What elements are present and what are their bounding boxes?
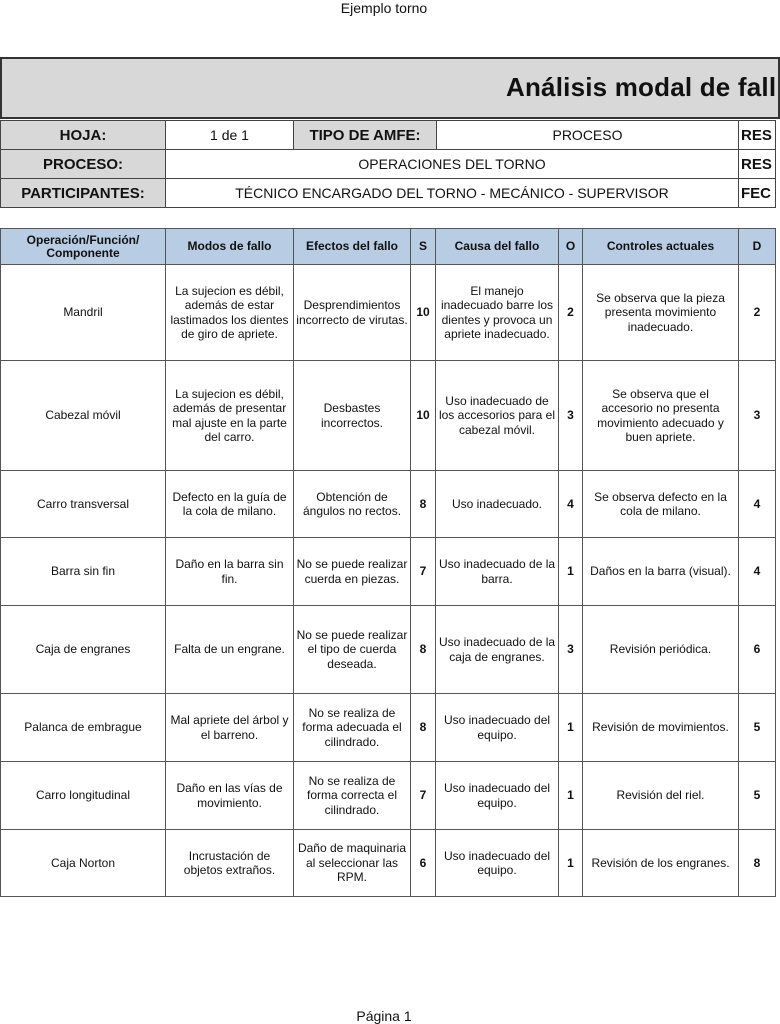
cell-controles: Se observa defecto en la cola de milano. <box>583 471 739 538</box>
cell-severidad: 10 <box>411 265 436 361</box>
header-severidad: S <box>411 229 436 265</box>
tipo-amfe-value: PROCESO <box>437 121 739 150</box>
cell-modo-fallo: Defecto en la guía de la cola de milano. <box>166 471 294 538</box>
header-deteccion: D <box>739 229 776 265</box>
header-causa: Causa del fallo <box>436 229 559 265</box>
cell-efecto: No se realiza de forma correcta el cilindrado. <box>294 762 411 830</box>
cell-ocurrencia: 1 <box>559 694 583 762</box>
table-row <box>1 538 776 606</box>
header-ocurrencia: O <box>559 229 583 265</box>
cell-ocurrencia: 1 <box>559 762 583 830</box>
cell-deteccion: 2 <box>739 265 776 361</box>
document-title: Análisis modal de fall <box>506 72 777 102</box>
cell-ocurrencia: 1 <box>559 538 583 606</box>
cell-componente: Caja Norton <box>1 830 166 897</box>
table-row <box>1 471 776 538</box>
cell-modo-fallo: Daño en las vías de movimiento. <box>166 762 294 830</box>
cell-componente: Cabezal móvil <box>1 361 166 471</box>
header-info-table <box>0 120 776 208</box>
cell-causa: Uso inadecuado de los accesorios para el cabezal móvil. <box>436 361 559 471</box>
tipo-amfe-label: TIPO DE AMFE: <box>294 121 437 150</box>
table-row <box>1 694 776 762</box>
proceso-label: PROCESO: <box>1 150 166 179</box>
cell-deteccion: 5 <box>739 694 776 762</box>
cell-efecto: No se puede realizar el tipo de cuerda deseada. <box>294 606 411 694</box>
cell-causa: Uso inadecuado del equipo. <box>436 830 559 897</box>
cell-causa: Uso inadecuado. <box>436 471 559 538</box>
participantes-value: TÉCNICO ENCARGADO DEL TORNO - MECÁNICO - SUPERVISOR <box>166 179 739 208</box>
cell-modo-fallo: La sujecion es débil, además de presentar mal ajuste en la parte del carro. <box>166 361 294 471</box>
table-row <box>1 361 776 471</box>
cell-severidad: 8 <box>411 694 436 762</box>
cell-controles: Revisión de los engranes. <box>583 830 739 897</box>
cell-severidad: 10 <box>411 361 436 471</box>
cell-severidad: 8 <box>411 471 436 538</box>
fecha-label-cut: FEC <box>739 179 776 208</box>
hoja-label: HOJA: <box>1 121 166 150</box>
table-header-row <box>1 229 776 265</box>
page-footer: Página 1 <box>356 1008 412 1024</box>
cell-controles: Revisión de movimientos. <box>583 694 739 762</box>
amfe-table <box>0 228 776 897</box>
participantes-label: PARTICIPANTES: <box>1 179 166 208</box>
cell-ocurrencia: 3 <box>559 606 583 694</box>
cell-severidad: 6 <box>411 830 436 897</box>
cell-modo-fallo: Mal apriete del árbol y el barreno. <box>166 694 294 762</box>
cell-ocurrencia: 3 <box>559 361 583 471</box>
cell-efecto: No se realiza de forma adecuada el cilindrado. <box>294 694 411 762</box>
responsable-label-cut: RES <box>739 121 776 150</box>
cell-deteccion: 4 <box>739 538 776 606</box>
cell-causa: Uso inadecuado del equipo. <box>436 694 559 762</box>
hoja-value: 1 de 1 <box>166 121 294 150</box>
cell-componente: Mandril <box>1 265 166 361</box>
cell-efecto: Daño de maquinaria al seleccionar las RPM. <box>294 830 411 897</box>
header-efectos: Efectos del fallo <box>294 229 411 265</box>
cell-deteccion: 5 <box>739 762 776 830</box>
cell-ocurrencia: 4 <box>559 471 583 538</box>
cell-modo-fallo: Falta de un engrane. <box>166 606 294 694</box>
participantes-row <box>1 179 776 208</box>
cell-modo-fallo: La sujecion es débil, además de estar lastimados los dientes de giro de apriete. <box>166 265 294 361</box>
cell-controles: Revisión periódica. <box>583 606 739 694</box>
cell-modo-fallo: Daño en la barra sin fin. <box>166 538 294 606</box>
table-row <box>1 606 776 694</box>
responsable-label-cut-2: RES <box>739 150 776 179</box>
cell-severidad: 8 <box>411 606 436 694</box>
table-row <box>1 762 776 830</box>
cell-causa: Uso inadecuado de la caja de engranes. <box>436 606 559 694</box>
cell-controles: Revisión del riel. <box>583 762 739 830</box>
cell-severidad: 7 <box>411 762 436 830</box>
cell-efecto: Desbastes incorrectos. <box>294 361 411 471</box>
proceso-row <box>1 150 776 179</box>
cell-controles: Se observa que la pieza presenta movimiento inadecuado. <box>583 265 739 361</box>
header-controles: Controles actuales <box>583 229 739 265</box>
cell-deteccion: 4 <box>739 471 776 538</box>
cell-efecto: Desprendimientos incorrecto de virutas. <box>294 265 411 361</box>
cell-ocurrencia: 2 <box>559 265 583 361</box>
table-row <box>1 265 776 361</box>
table-row <box>1 830 776 897</box>
cell-deteccion: 6 <box>739 606 776 694</box>
cell-componente: Carro transversal <box>1 471 166 538</box>
cell-componente: Caja de engranes <box>1 606 166 694</box>
page-header: Ejemplo torno <box>340 0 428 16</box>
cell-modo-fallo: Incrustación de objetos extraños. <box>166 830 294 897</box>
cell-deteccion: 8 <box>739 830 776 897</box>
header-operacion: Operación/Función/ Componente <box>1 229 166 265</box>
cell-componente: Carro longitudinal <box>1 762 166 830</box>
cell-causa: Uso inadecuado del equipo. <box>436 762 559 830</box>
cell-causa: Uso inadecuado de la barra. <box>436 538 559 606</box>
cell-componente: Palanca de embrague <box>1 694 166 762</box>
hoja-row <box>1 121 776 150</box>
cell-severidad: 7 <box>411 538 436 606</box>
cell-ocurrencia: 1 <box>559 830 583 897</box>
cell-causa: El manejo inadecuado barre los dientes y provoca un apriete inadecuado. <box>436 265 559 361</box>
cell-componente: Barra sin fin <box>1 538 166 606</box>
cell-efecto: Obtención de ángulos no rectos. <box>294 471 411 538</box>
proceso-value: OPERACIONES DEL TORNO <box>166 150 739 179</box>
header-modos: Modos de fallo <box>166 229 294 265</box>
cell-controles: Daños en la barra (visual). <box>583 538 739 606</box>
cell-deteccion: 3 <box>739 361 776 471</box>
cell-efecto: No se puede realizar cuerda en piezas. <box>294 538 411 606</box>
cell-controles: Se observa que el accesorio no presenta movimiento adecuado y buen apriete. <box>583 361 739 471</box>
